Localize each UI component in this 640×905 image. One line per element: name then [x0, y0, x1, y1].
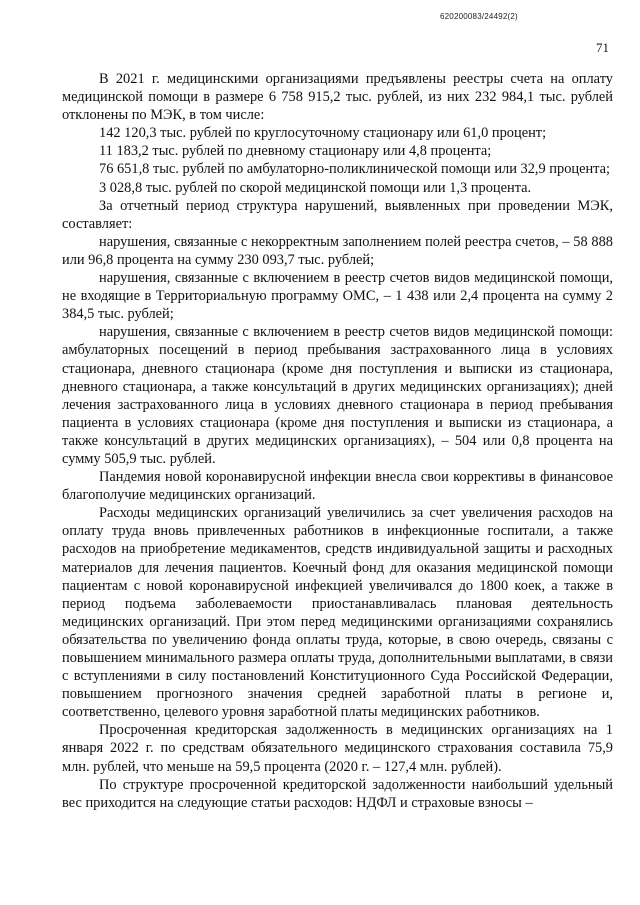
paragraph-violation-inpatient: нарушения, связанные с включением в реестр счетов видов медицинской помощи: амбулаторных посещений в период пребывания застрахованного лица в условиях стационара, дневного стационара (кроме дня поступления и выписки из стационара, дневного стационара, а также консультаций в других медицинских организациях); дней лечения застрахованного лица в условиях дневного стационара в период пребывания пациента в условиях стационара (кроме дня поступления и выписки из стационара, а также консультаций в других медицинских организациях), – 504 или 0,8 процента на сумму 505,9 тыс. рублей.: [62, 324, 613, 467]
paragraph-violations-structure: За отчетный период структура нарушений, выявленных при проведении МЭК, составляет:: [62, 197, 613, 232]
paragraph-debt-structure: По структуре просроченной кредиторской задолженности наибольший удельный вес приходится на следующие статьи расходов: НДФЛ и страховые взносы –: [62, 776, 613, 811]
paragraph-expenses: Расходы медицинских организаций увеличились за счет увеличения расходов на оплату труда вновь привлеченных работников в инфекционные госпитали, а также расходов на приобретение медикаментов, средств индивидуальной защиты и расходных материалов для лечения пациентов. Коечный фонд для оказания медицинской помощи пациентам с новой коронавирусной инфекцией увеличивался до 1800 коек, а также в период подъема заболеваемости приостанавливалась плановая деятельность медицинских организаций. При этом перед медицинскими организациями сохранялись обязательства по увеличению фонда оплаты труда, которые, в свою очередь, связаны с повышением минимального размера оплаты труда, дополнительными выплатами, в связи с вступлениями в силу постановлений Конституционного Суда Российской Федерации, повышением прогнозного значения средней заработной платы в регионе и, соответственно, целевого уровня заработной платы медицинских работников.: [62, 505, 613, 721]
document-id: 620200083/24492(2): [440, 12, 518, 21]
paragraph-overdue-debt: Просроченная кредиторская задолженность в медицинских организациях на 1 января 2022 г. по средствам обязательного медицинского страхования составила 75,9 млн. рублей, что меньше на 59,5 процента (2020 г. – 127,4 млн. рублей).: [62, 722, 613, 775]
paragraph-day-hospital: 11 183,2 тыс. рублей по дневному стационару или 4,8 процента;: [99, 143, 492, 160]
paragraph-violation-fields: нарушения, связанные с некорректным заполнением полей реестра счетов, – 58 888 или 96,8 процента на сумму 230 093,7 тыс. рублей;: [62, 233, 613, 268]
paragraph-intro: В 2021 г. медицинскими организациями предъявлены реестры счета на оплату медицинской помощи в размере 6 758 915,2 тыс. рублей, из них 232 984,1 тыс. рублей отклонены по МЭК, в том числе:: [62, 71, 613, 124]
paragraph-round-the-clock: 142 120,3 тыс. рублей по круглосуточному стационару или 61,0 процент;: [99, 125, 547, 142]
paragraph-violation-oms: нарушения, связанные с включением в реестр счетов видов медицинской помощи, не входящие в Территориальную программу ОМС, – 1 438 или 2,4 процента на сумму 2 384,5 тыс. рублей;: [62, 270, 613, 323]
paragraph-ambulance: 3 028,8 тыс. рублей по скорой медицинской помощи или 1,3 процента.: [99, 179, 532, 196]
document-body: [62, 70, 613, 812]
page-number: 71: [596, 40, 609, 55]
paragraph-pandemic: Пандемия новой коронавирусной инфекции внесла свои коррективы в финансовое благополучие медицинских организаций.: [62, 469, 613, 504]
paragraph-outpatient: 76 651,8 тыс. рублей по амбулаторно-поликлинической помощи или 32,9 процента;: [99, 161, 611, 178]
